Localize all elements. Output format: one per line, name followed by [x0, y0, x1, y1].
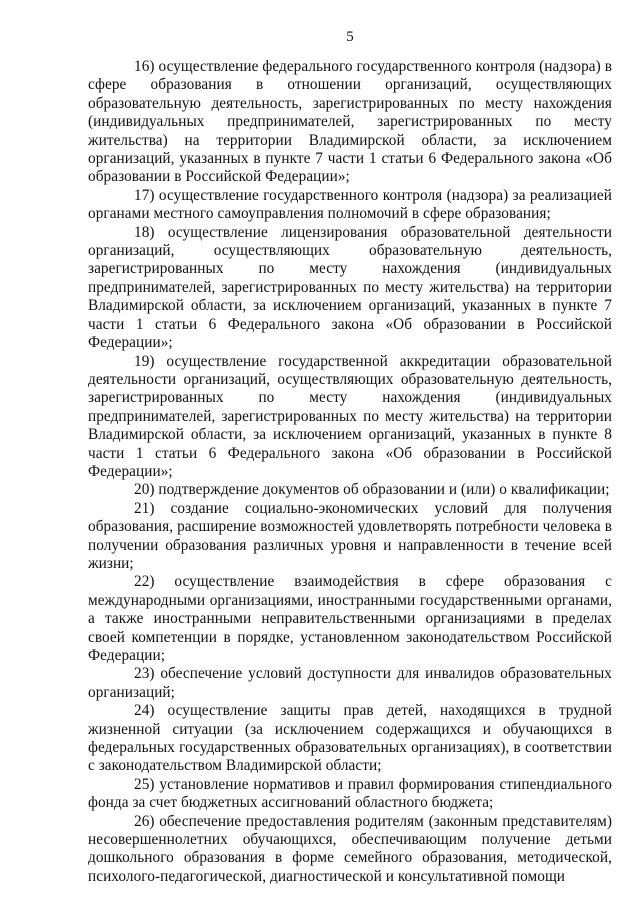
- paragraph-26: 26) обеспечение предоставления родителям (законным представителям) несовершеннолетних обучающихся, обеспечивающим получение детьми дошкольного образования в форме семейного образования, методической, психолого-педагогической, диагностической и консультативной помощи: [88, 812, 612, 885]
- paragraph-18: 18) осуществление лицензирования образовательной деятельности организаций, осуществляющих образовательную деятельность, зарегистрированных по месту нахождения (индивидуальных предпринимателей, зарегистрированных по месту жительства) на территории Владимирской области, за исключением организаций, указанных в пункте 7 части 1 статьи 6 Федерального закона «Об образовании в Российской Федерации»;: [88, 223, 612, 352]
- page-number: 5: [346, 29, 354, 45]
- paragraph-22: 22) осуществление взаимодействия в сфере образования с международными организациями, иностранными государственными органами, а также иностранными неправительственными организациями в пределах своей компетенции в порядке, установленном законодательством Российской Федерации;: [88, 573, 612, 664]
- paragraph-20: 20) подтверждение документов об образовании и (или) о квалификации;: [134, 481, 610, 499]
- paragraph-25: 25) установление нормативов и правил формирования стипендиального фонда за счет бюджетных ассигнований областного бюджета;: [88, 775, 612, 812]
- paragraph-21: 21) создание социально-экономических условий для получения образования, расширение возможностей удовлетворять потребности человека в получении образования различных уровня и направленности в течение всей жизни;: [88, 499, 612, 572]
- paragraph-19: 19) осуществление государственной аккредитации образовательной деятельности организаций, осуществляющих образовательную деятельность, зарегистрированных по месту нахождения (индивидуальных предпринимателей, зарегистрированных по месту жительства) на территории Владимирской области, за исключением организаций, указанных в пункте 8 части 1 статьи 6 Федерального закона «Об образовании в Российской Федерации»;: [88, 352, 612, 480]
- paragraph-16: 16) осуществление федерального государственного контроля (надзора) в сфере образования в отношении организаций, осуществляющих образовательную деятельность, зарегистрированных по месту нахождения (индивидуальных предпринимателей, зарегистрированных по месту жительства) на территории Владимирской области, за исключением организаций, указанных в пункте 7 части 1 статьи 6 Федерального закона «Об образовании в Российской Федерации»;: [88, 58, 612, 186]
- paragraph-17: 17) осуществление государственного контроля (надзора) за реализацией органами местного самоуправления полномочий в сфере образования;: [88, 186, 612, 223]
- paragraph-23: 23) обеспечение условий доступности для инвалидов образовательных организаций;: [88, 665, 612, 701]
- paragraph-24: 24) осуществление защиты прав детей, находящихся в трудной жизненной ситуации (за исключением содержащихся и обучающихся в федеральных государственных образовательных организациях), в соответствии с законодательством Владимирской области;: [88, 702, 612, 775]
